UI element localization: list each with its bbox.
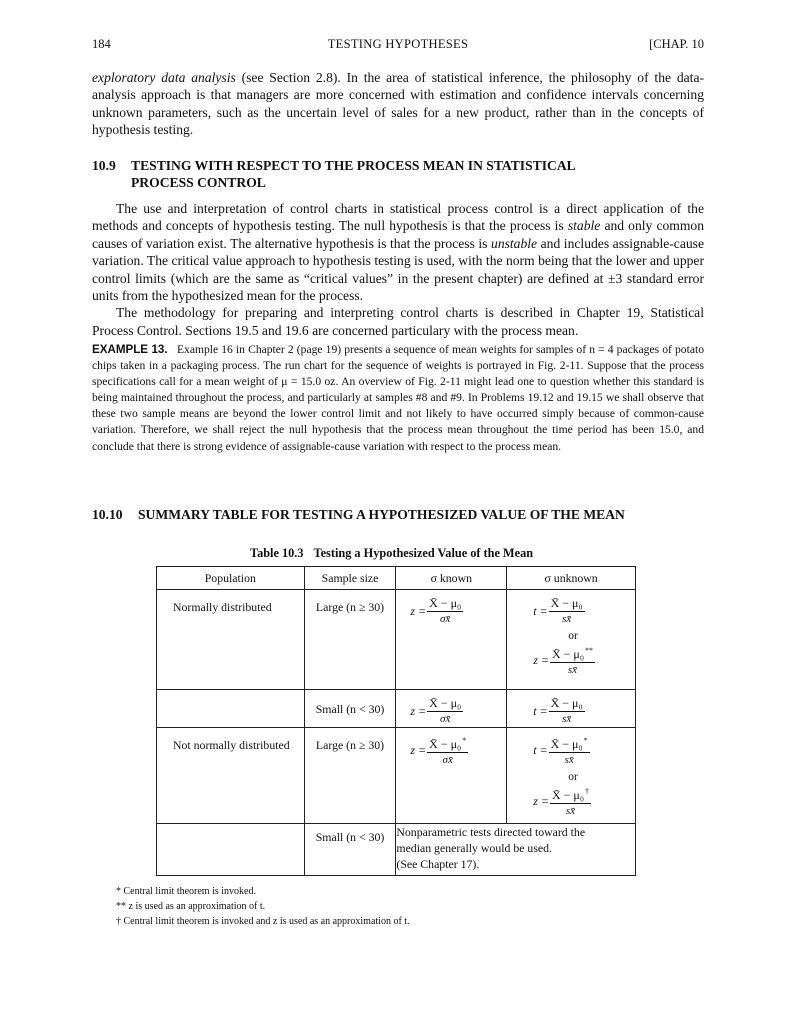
formula-z — [533, 644, 595, 677]
intro-text: (see Section 2.8). In the area of statistical inference, the philosophy of the data-analysis approach is that managers are more concerned with estimation and confidence intervals concerning unknown parameters, such as the uncertain level of sales for a new product, rather than in the concepts of hypothesis testing. — [92, 70, 704, 138]
formula-lhs: z = — [410, 703, 427, 718]
formula-denominator: sx̄ — [562, 613, 572, 625]
nonparam-line: (See Chapter 17). — [396, 857, 480, 871]
formula-lhs: t = — [533, 743, 548, 757]
table-row — [157, 690, 636, 728]
formula-numerator: X̄ − μ₀ — [550, 696, 583, 710]
size-label: Small (n < 30) — [315, 830, 385, 844]
cell-sigma-known — [396, 590, 507, 690]
cell-population — [157, 690, 305, 728]
formula-t — [533, 596, 585, 626]
section-10-9-body — [92, 200, 704, 339]
section-heading-10-9 — [92, 157, 704, 192]
cell-population: Normally distributed — [157, 590, 305, 690]
formula-lhs: t = — [533, 603, 548, 618]
cell-sigma-known — [396, 728, 507, 824]
col-header-sigma-known: σ known — [396, 567, 507, 590]
formula-z — [410, 734, 468, 767]
table-header-row — [157, 567, 636, 590]
formula-numerator: X̄ − μ₀ — [551, 788, 585, 802]
cell-sigma-known — [396, 690, 507, 728]
col-header-sample-size: Sample size — [304, 567, 396, 590]
formula-lhs: z = — [533, 653, 549, 667]
formula-numerator: X̄ − μ₀ — [550, 596, 583, 610]
formula-denominator: sx̄ — [562, 713, 572, 725]
section-title: SUMMARY TABLE FOR TESTING A HYPOTHESIZED VALUE OF THE MEAN — [138, 507, 625, 522]
running-title: TESTING HYPOTHESES — [327, 37, 469, 51]
example-13 — [92, 342, 704, 455]
running-header — [92, 37, 704, 55]
table-caption — [250, 546, 533, 561]
example-label: EXAMPLE 13. — [92, 343, 168, 356]
nonparam-line: median generally would be used. — [396, 841, 552, 855]
cell-sigma-unknown — [507, 690, 636, 728]
size-label: Large (n ≥ 30) — [315, 600, 385, 614]
nonparam-line: Nonparametric tests directed toward the — [396, 825, 586, 839]
formula-numerator: X̄ − μ₀ — [429, 596, 462, 610]
footnote: * Central limit theorem is invoked. — [116, 886, 256, 897]
formula-denominator: sx̄ — [564, 754, 574, 766]
table-row — [157, 590, 636, 690]
formula-denominator: sx̄ — [565, 805, 576, 817]
cell-sample-size — [304, 824, 396, 876]
col-header-population: Population — [157, 567, 305, 590]
cell-sigma-unknown — [507, 728, 636, 824]
table-caption-label: Table 10.3 — [250, 546, 304, 560]
formula-denominator: σx̄ — [440, 613, 451, 625]
intro-italic-term: exploratory data analysis — [92, 70, 236, 85]
cell-sigma-unknown — [507, 590, 636, 690]
text-run: and only common causes of variation exist. The alternative hypothesis is that the process is — [92, 218, 705, 251]
formula-t — [533, 734, 590, 767]
chapter-label: [CHAP. 10 — [649, 37, 704, 51]
cell-population: Not normally distributed — [157, 728, 305, 824]
cell-sample-size — [304, 728, 396, 824]
formula-denominator: sx̄ — [567, 664, 578, 676]
cell-sample-size — [304, 590, 396, 690]
formula-z — [410, 596, 463, 626]
italic-unstable: unstable — [491, 235, 538, 251]
italic-stable: stable — [567, 218, 601, 234]
intro-paragraph — [92, 69, 704, 139]
page-number: 184 — [92, 37, 111, 51]
formula-z — [533, 785, 591, 818]
footnote: ** z is used as an approximation of t. — [116, 901, 266, 912]
footnote-mark: * — [462, 736, 467, 745]
formula-numerator: X̄ − μ₀ — [551, 647, 585, 661]
formula-t — [533, 696, 585, 726]
footnote-mark: ** — [585, 646, 594, 655]
footnote-mark: † — [585, 787, 590, 796]
table-footnotes — [116, 884, 410, 929]
section-title-line2: PROCESS CONTROL — [131, 175, 266, 191]
summary-table — [156, 566, 636, 876]
footnote: † Central limit theorem is invoked and z is used as an approximation of t. — [116, 916, 410, 927]
formula-numerator: X̄ − μ₀ — [429, 696, 462, 710]
size-label: Small (n < 30) — [315, 702, 385, 716]
text-run: and includes assignable-cause variation. The critical value approach to hypothesis testing is used, with the norm being that the lower and upper control limits (which are the same as “critical values” in the present chapter) are defined at ±3 standard error units from the hypothesized mean for the process. — [92, 235, 704, 304]
cell-population — [157, 824, 305, 876]
section-title-line1: TESTING WITH RESPECT TO THE PROCESS MEAN IN STATISTICAL — [131, 158, 576, 173]
formula-lhs: z = — [410, 603, 427, 618]
paragraph: The methodology for preparing and interpreting control charts is described in Chapter 19, Statistical Process Control. Sections 19.5 and 19.6 are concerned particulary with the process mean. — [92, 305, 704, 338]
col-header-sigma-unknown: σ unknown — [507, 567, 636, 590]
formula-denominator: σx̄ — [442, 754, 453, 766]
formula-z — [410, 696, 463, 726]
section-number: 10.10 — [92, 507, 123, 522]
cell-nonparametric — [396, 824, 636, 876]
paragraph — [92, 200, 704, 304]
or-label: or — [568, 630, 578, 642]
cell-sample-size — [304, 690, 396, 728]
or-label: or — [568, 771, 578, 783]
size-label: Large (n ≥ 30) — [315, 738, 385, 752]
section-number: 10.9 — [92, 158, 116, 173]
table-row — [157, 824, 636, 876]
formula-numerator: X̄ − μ₀ — [550, 737, 583, 751]
formula-numerator: X̄ − μ₀ — [429, 737, 462, 751]
formula-lhs: t = — [533, 703, 548, 718]
section-heading-10-10 — [92, 506, 704, 523]
formula-lhs: z = — [410, 743, 427, 757]
footnote-mark: * — [583, 736, 588, 745]
text-run: The use and interpretation of control charts in statistical process control is a direct application of the methods and concepts of hypothesis testing. The null hypothesis is that the process is — [92, 201, 704, 234]
formula-lhs: z = — [533, 794, 549, 808]
formula-denominator: σx̄ — [440, 713, 451, 725]
table-row — [157, 728, 636, 824]
example-text: Example 16 in Chapter 2 (page 19) presents a sequence of mean weights for samples of n = 4 packages of potato chips taken in a packaging process. The run chart for the sequence of weights is portrayed in Fig. 2-11. Suppose that the process specifications call for a mean weight of μ = 15.0 oz. An overview of Fig. 2-11 might lead one to question whether this standard is being maintained throughout the process, and particularly at samples #8 and #9. In Problems 19.12 and 19.15 we shall observe that these two sample means are beyond the lower control limit and not likely to have occurred simply because of common-cause variation. Therefore, we shall reject the null hypothesis that the process mean throughout the time period has been 15.0, and conclude that there is strong evidence of assignable-cause variation with respect to the process mean. — [92, 343, 704, 453]
table-caption-title: Testing a Hypothesized Value of the Mean — [313, 546, 534, 560]
